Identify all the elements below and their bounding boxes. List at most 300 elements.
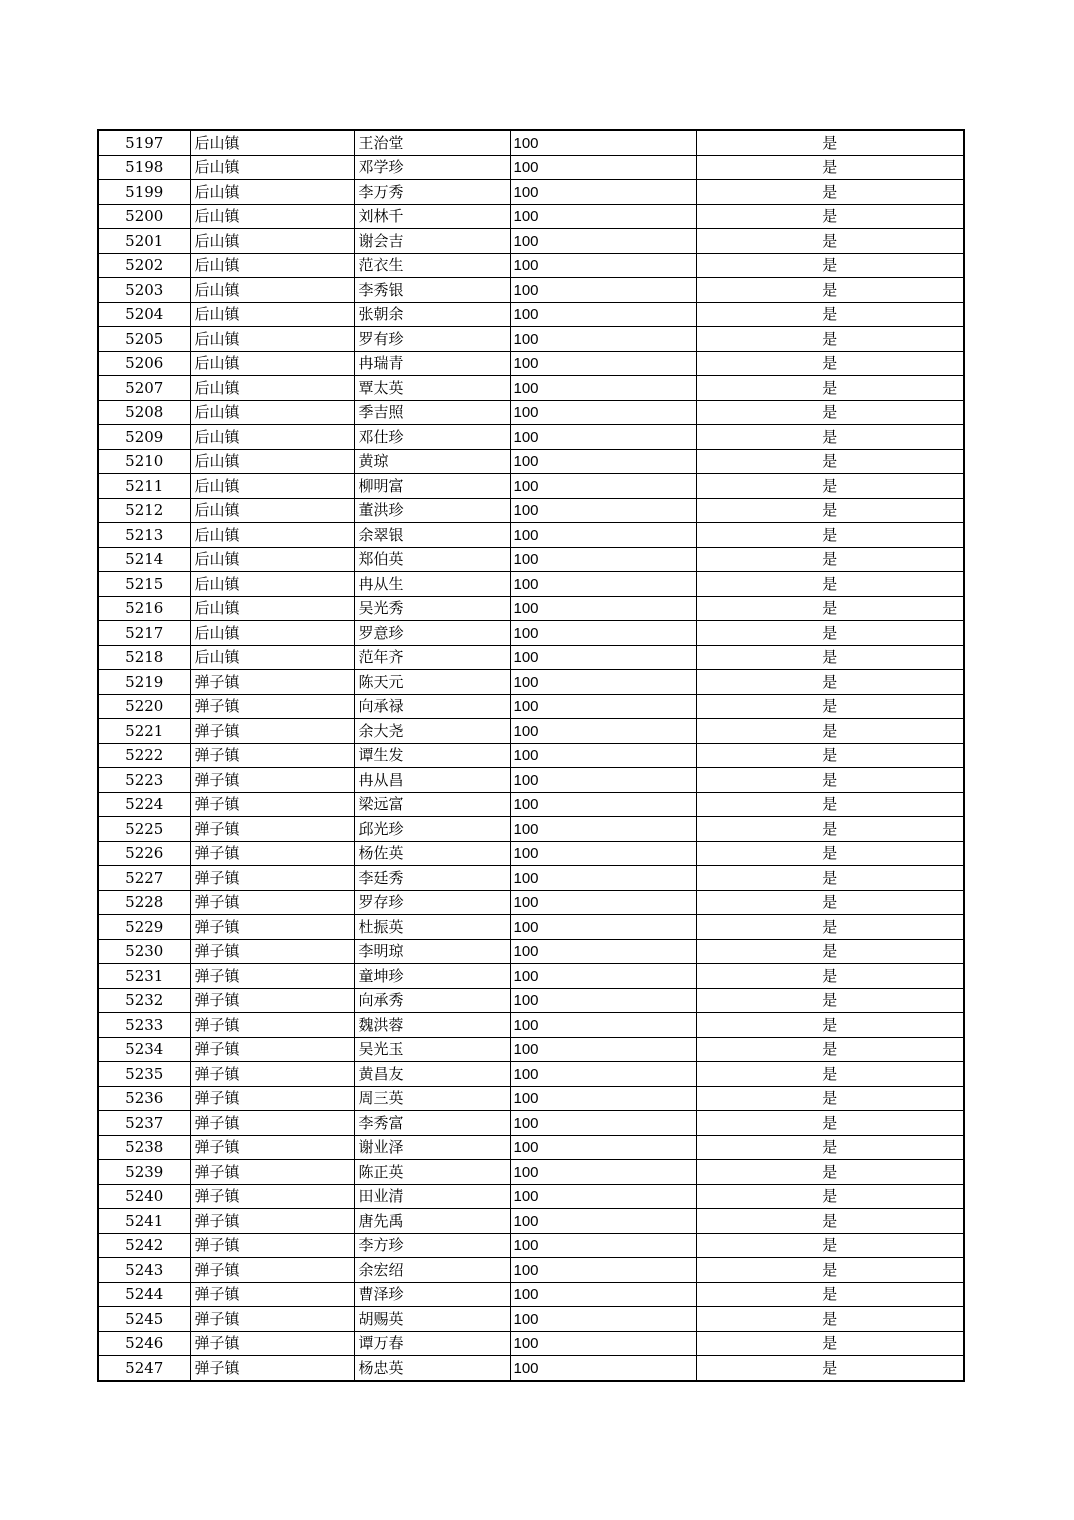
- row-number-cell: 5226: [98, 841, 190, 866]
- flag-cell: 是: [696, 670, 964, 695]
- name-cell: 冉从昌: [354, 768, 510, 793]
- town-cell: 后山镇: [190, 302, 354, 327]
- name-cell: 邱光珍: [354, 817, 510, 842]
- town-cell: 弹子镇: [190, 817, 354, 842]
- table-row: [98, 1135, 964, 1160]
- row-number-cell: 5224: [98, 792, 190, 817]
- name-cell: 曹泽珍: [354, 1282, 510, 1307]
- amount-cell: 100: [510, 204, 696, 229]
- name-cell: 陈天元: [354, 670, 510, 695]
- amount-cell: 100: [510, 498, 696, 523]
- amount-cell: 100: [510, 939, 696, 964]
- name-cell: 梁远富: [354, 792, 510, 817]
- flag-cell: 是: [696, 400, 964, 425]
- amount-cell: 100: [510, 1135, 696, 1160]
- town-cell: 弹子镇: [190, 939, 354, 964]
- name-cell: 唐先禹: [354, 1209, 510, 1234]
- town-cell: 弹子镇: [190, 1356, 354, 1381]
- table-row: [98, 915, 964, 940]
- table-row: [98, 1331, 964, 1356]
- table-row: [98, 425, 964, 450]
- flag-cell: 是: [696, 1160, 964, 1185]
- amount-cell: 100: [510, 1184, 696, 1209]
- name-cell: 冉瑞青: [354, 351, 510, 376]
- name-cell: 邓仕珍: [354, 425, 510, 450]
- amount-cell: 100: [510, 1331, 696, 1356]
- table-body: [98, 130, 964, 1381]
- table-row: [98, 596, 964, 621]
- name-cell: 李秀富: [354, 1111, 510, 1136]
- table-row: [98, 1258, 964, 1283]
- amount-cell: 100: [510, 1160, 696, 1185]
- row-number-cell: 5246: [98, 1331, 190, 1356]
- table-row: [98, 1013, 964, 1038]
- amount-cell: 100: [510, 670, 696, 695]
- town-cell: 后山镇: [190, 425, 354, 450]
- name-cell: 童坤珍: [354, 964, 510, 989]
- row-number-cell: 5241: [98, 1209, 190, 1234]
- amount-cell: 100: [510, 964, 696, 989]
- table-row: [98, 547, 964, 572]
- row-number-cell: 5208: [98, 400, 190, 425]
- name-cell: 董洪珍: [354, 498, 510, 523]
- flag-cell: 是: [696, 817, 964, 842]
- amount-cell: 100: [510, 253, 696, 278]
- name-cell: 陈正英: [354, 1160, 510, 1185]
- table-row: [98, 1307, 964, 1332]
- flag-cell: 是: [696, 474, 964, 499]
- name-cell: 谭万春: [354, 1331, 510, 1356]
- amount-cell: 100: [510, 694, 696, 719]
- town-cell: 弹子镇: [190, 841, 354, 866]
- amount-cell: 100: [510, 425, 696, 450]
- row-number-cell: 5235: [98, 1062, 190, 1087]
- row-number-cell: 5202: [98, 253, 190, 278]
- name-cell: 邓学珍: [354, 155, 510, 180]
- flag-cell: 是: [696, 229, 964, 254]
- flag-cell: 是: [696, 572, 964, 597]
- table-row: [98, 474, 964, 499]
- row-number-cell: 5221: [98, 719, 190, 744]
- table-row: [98, 449, 964, 474]
- table-row: [98, 841, 964, 866]
- town-cell: 弹子镇: [190, 866, 354, 891]
- table-row: [98, 572, 964, 597]
- name-cell: 范衣生: [354, 253, 510, 278]
- name-cell: 罗意珍: [354, 621, 510, 646]
- row-number-cell: 5217: [98, 621, 190, 646]
- name-cell: 余翠银: [354, 523, 510, 548]
- town-cell: 弹子镇: [190, 694, 354, 719]
- town-cell: 弹子镇: [190, 1013, 354, 1038]
- table-row: [98, 694, 964, 719]
- table-row: [98, 327, 964, 352]
- row-number-cell: 5198: [98, 155, 190, 180]
- amount-cell: 100: [510, 180, 696, 205]
- flag-cell: 是: [696, 915, 964, 940]
- amount-cell: 100: [510, 1209, 696, 1234]
- town-cell: 弹子镇: [190, 1184, 354, 1209]
- table-row: [98, 498, 964, 523]
- amount-cell: 100: [510, 841, 696, 866]
- town-cell: 后山镇: [190, 523, 354, 548]
- name-cell: 冉从生: [354, 572, 510, 597]
- amount-cell: 100: [510, 327, 696, 352]
- town-cell: 后山镇: [190, 351, 354, 376]
- town-cell: 弹子镇: [190, 768, 354, 793]
- row-number-cell: 5245: [98, 1307, 190, 1332]
- row-number-cell: 5247: [98, 1356, 190, 1381]
- flag-cell: 是: [696, 1209, 964, 1234]
- town-cell: 后山镇: [190, 278, 354, 303]
- table-row: [98, 376, 964, 401]
- amount-cell: 100: [510, 1111, 696, 1136]
- amount-cell: 100: [510, 596, 696, 621]
- name-cell: 魏洪蓉: [354, 1013, 510, 1038]
- amount-cell: 100: [510, 130, 696, 155]
- table-row: [98, 817, 964, 842]
- table-row: [98, 1233, 964, 1258]
- row-number-cell: 5207: [98, 376, 190, 401]
- amount-cell: 100: [510, 1356, 696, 1381]
- table-row: [98, 253, 964, 278]
- amount-cell: 100: [510, 523, 696, 548]
- flag-cell: 是: [696, 1111, 964, 1136]
- row-number-cell: 5219: [98, 670, 190, 695]
- town-cell: 弹子镇: [190, 964, 354, 989]
- row-number-cell: 5197: [98, 130, 190, 155]
- table-row: [98, 302, 964, 327]
- flag-cell: 是: [696, 376, 964, 401]
- flag-cell: 是: [696, 204, 964, 229]
- name-cell: 周三英: [354, 1086, 510, 1111]
- name-cell: 柳明富: [354, 474, 510, 499]
- name-cell: 王治堂: [354, 130, 510, 155]
- name-cell: 李方珍: [354, 1233, 510, 1258]
- amount-cell: 100: [510, 645, 696, 670]
- table-row: [98, 768, 964, 793]
- name-cell: 郑伯英: [354, 547, 510, 572]
- row-number-cell: 5242: [98, 1233, 190, 1258]
- name-cell: 余宏绍: [354, 1258, 510, 1283]
- flag-cell: 是: [696, 327, 964, 352]
- amount-cell: 100: [510, 572, 696, 597]
- flag-cell: 是: [696, 547, 964, 572]
- town-cell: 弹子镇: [190, 792, 354, 817]
- town-cell: 弹子镇: [190, 670, 354, 695]
- flag-cell: 是: [696, 1233, 964, 1258]
- name-cell: 黄琼: [354, 449, 510, 474]
- town-cell: 后山镇: [190, 449, 354, 474]
- amount-cell: 100: [510, 547, 696, 572]
- row-number-cell: 5211: [98, 474, 190, 499]
- row-number-cell: 5212: [98, 498, 190, 523]
- amount-cell: 100: [510, 743, 696, 768]
- flag-cell: 是: [696, 302, 964, 327]
- flag-cell: 是: [696, 1086, 964, 1111]
- town-cell: 弹子镇: [190, 890, 354, 915]
- flag-cell: 是: [696, 866, 964, 891]
- row-number-cell: 5228: [98, 890, 190, 915]
- row-number-cell: 5222: [98, 743, 190, 768]
- table-row: [98, 351, 964, 376]
- amount-cell: 100: [510, 278, 696, 303]
- name-cell: 黄昌友: [354, 1062, 510, 1087]
- table-row: [98, 621, 964, 646]
- name-cell: 罗存珍: [354, 890, 510, 915]
- table-row: [98, 180, 964, 205]
- row-number-cell: 5201: [98, 229, 190, 254]
- flag-cell: 是: [696, 792, 964, 817]
- row-number-cell: 5216: [98, 596, 190, 621]
- table-row: [98, 400, 964, 425]
- data-table: [97, 129, 965, 1382]
- name-cell: 李秀银: [354, 278, 510, 303]
- name-cell: 胡赐英: [354, 1307, 510, 1332]
- town-cell: 弹子镇: [190, 1307, 354, 1332]
- row-number-cell: 5209: [98, 425, 190, 450]
- town-cell: 弹子镇: [190, 915, 354, 940]
- row-number-cell: 5229: [98, 915, 190, 940]
- amount-cell: 100: [510, 1037, 696, 1062]
- amount-cell: 100: [510, 449, 696, 474]
- name-cell: 张朝余: [354, 302, 510, 327]
- flag-cell: 是: [696, 645, 964, 670]
- table-row: [98, 670, 964, 695]
- flag-cell: 是: [696, 1135, 964, 1160]
- table-row: [98, 523, 964, 548]
- flag-cell: 是: [696, 768, 964, 793]
- flag-cell: 是: [696, 719, 964, 744]
- amount-cell: 100: [510, 376, 696, 401]
- name-cell: 罗有珍: [354, 327, 510, 352]
- amount-cell: 100: [510, 768, 696, 793]
- town-cell: 后山镇: [190, 621, 354, 646]
- town-cell: 弹子镇: [190, 719, 354, 744]
- town-cell: 弹子镇: [190, 1258, 354, 1283]
- town-cell: 弹子镇: [190, 743, 354, 768]
- row-number-cell: 5223: [98, 768, 190, 793]
- row-number-cell: 5214: [98, 547, 190, 572]
- table-row: [98, 1086, 964, 1111]
- row-number-cell: 5239: [98, 1160, 190, 1185]
- name-cell: 季吉照: [354, 400, 510, 425]
- town-cell: 弹子镇: [190, 1111, 354, 1136]
- table-row: [98, 719, 964, 744]
- table-row: [98, 1282, 964, 1307]
- town-cell: 弹子镇: [190, 1062, 354, 1087]
- table-row: [98, 939, 964, 964]
- amount-cell: 100: [510, 866, 696, 891]
- name-cell: 吴光秀: [354, 596, 510, 621]
- flag-cell: 是: [696, 841, 964, 866]
- name-cell: 余大尧: [354, 719, 510, 744]
- amount-cell: 100: [510, 1013, 696, 1038]
- flag-cell: 是: [696, 498, 964, 523]
- amount-cell: 100: [510, 1062, 696, 1087]
- name-cell: 杨忠英: [354, 1356, 510, 1381]
- table-row: [98, 278, 964, 303]
- table-row: [98, 645, 964, 670]
- flag-cell: 是: [696, 964, 964, 989]
- flag-cell: 是: [696, 988, 964, 1013]
- table-row: [98, 964, 964, 989]
- table-row: [98, 792, 964, 817]
- name-cell: 范年齐: [354, 645, 510, 670]
- town-cell: 后山镇: [190, 130, 354, 155]
- table-row: [98, 890, 964, 915]
- name-cell: 杜振英: [354, 915, 510, 940]
- flag-cell: 是: [696, 1331, 964, 1356]
- flag-cell: 是: [696, 253, 964, 278]
- row-number-cell: 5218: [98, 645, 190, 670]
- name-cell: 谢业泽: [354, 1135, 510, 1160]
- town-cell: 后山镇: [190, 572, 354, 597]
- amount-cell: 100: [510, 621, 696, 646]
- table-row: [98, 1062, 964, 1087]
- row-number-cell: 5206: [98, 351, 190, 376]
- town-cell: 后山镇: [190, 327, 354, 352]
- flag-cell: 是: [696, 351, 964, 376]
- row-number-cell: 5240: [98, 1184, 190, 1209]
- town-cell: 后山镇: [190, 645, 354, 670]
- row-number-cell: 5237: [98, 1111, 190, 1136]
- row-number-cell: 5199: [98, 180, 190, 205]
- table-row: [98, 1356, 964, 1381]
- row-number-cell: 5244: [98, 1282, 190, 1307]
- table-row: [98, 229, 964, 254]
- town-cell: 弹子镇: [190, 1209, 354, 1234]
- flag-cell: 是: [696, 130, 964, 155]
- name-cell: 李万秀: [354, 180, 510, 205]
- flag-cell: 是: [696, 523, 964, 548]
- amount-cell: 100: [510, 1233, 696, 1258]
- town-cell: 后山镇: [190, 229, 354, 254]
- name-cell: 吴光玉: [354, 1037, 510, 1062]
- amount-cell: 100: [510, 1282, 696, 1307]
- table-row: [98, 743, 964, 768]
- town-cell: 后山镇: [190, 498, 354, 523]
- amount-cell: 100: [510, 988, 696, 1013]
- table-row: [98, 988, 964, 1013]
- row-number-cell: 5234: [98, 1037, 190, 1062]
- name-cell: 杨佐英: [354, 841, 510, 866]
- row-number-cell: 5236: [98, 1086, 190, 1111]
- town-cell: 后山镇: [190, 547, 354, 572]
- row-number-cell: 5231: [98, 964, 190, 989]
- flag-cell: 是: [696, 1258, 964, 1283]
- name-cell: 向承禄: [354, 694, 510, 719]
- flag-cell: 是: [696, 1013, 964, 1038]
- name-cell: 覃太英: [354, 376, 510, 401]
- flag-cell: 是: [696, 278, 964, 303]
- name-cell: 谭生发: [354, 743, 510, 768]
- row-number-cell: 5238: [98, 1135, 190, 1160]
- flag-cell: 是: [696, 449, 964, 474]
- town-cell: 弹子镇: [190, 1086, 354, 1111]
- town-cell: 弹子镇: [190, 988, 354, 1013]
- town-cell: 弹子镇: [190, 1233, 354, 1258]
- town-cell: 后山镇: [190, 474, 354, 499]
- flag-cell: 是: [696, 939, 964, 964]
- name-cell: 刘林千: [354, 204, 510, 229]
- table-row: [98, 130, 964, 155]
- amount-cell: 100: [510, 1258, 696, 1283]
- amount-cell: 100: [510, 400, 696, 425]
- town-cell: 弹子镇: [190, 1282, 354, 1307]
- table-row: [98, 1209, 964, 1234]
- amount-cell: 100: [510, 817, 696, 842]
- row-number-cell: 5225: [98, 817, 190, 842]
- row-number-cell: 5215: [98, 572, 190, 597]
- amount-cell: 100: [510, 155, 696, 180]
- flag-cell: 是: [696, 425, 964, 450]
- name-cell: 谢会吉: [354, 229, 510, 254]
- name-cell: 向承秀: [354, 988, 510, 1013]
- row-number-cell: 5227: [98, 866, 190, 891]
- table-row: [98, 1037, 964, 1062]
- amount-cell: 100: [510, 915, 696, 940]
- row-number-cell: 5203: [98, 278, 190, 303]
- amount-cell: 100: [510, 719, 696, 744]
- row-number-cell: 5220: [98, 694, 190, 719]
- row-number-cell: 5232: [98, 988, 190, 1013]
- amount-cell: 100: [510, 1307, 696, 1332]
- flag-cell: 是: [696, 596, 964, 621]
- row-number-cell: 5243: [98, 1258, 190, 1283]
- town-cell: 后山镇: [190, 376, 354, 401]
- flag-cell: 是: [696, 1282, 964, 1307]
- row-number-cell: 5204: [98, 302, 190, 327]
- town-cell: 弹子镇: [190, 1135, 354, 1160]
- amount-cell: 100: [510, 890, 696, 915]
- town-cell: 后山镇: [190, 180, 354, 205]
- town-cell: 后山镇: [190, 155, 354, 180]
- name-cell: 李廷秀: [354, 866, 510, 891]
- flag-cell: 是: [696, 1062, 964, 1087]
- table-row: [98, 1160, 964, 1185]
- town-cell: 后山镇: [190, 204, 354, 229]
- table-row: [98, 1111, 964, 1136]
- row-number-cell: 5200: [98, 204, 190, 229]
- amount-cell: 100: [510, 302, 696, 327]
- name-cell: 田业清: [354, 1184, 510, 1209]
- flag-cell: 是: [696, 1184, 964, 1209]
- flag-cell: 是: [696, 1307, 964, 1332]
- town-cell: 弹子镇: [190, 1331, 354, 1356]
- table-row: [98, 1184, 964, 1209]
- flag-cell: 是: [696, 1037, 964, 1062]
- table-row: [98, 866, 964, 891]
- amount-cell: 100: [510, 792, 696, 817]
- town-cell: 弹子镇: [190, 1160, 354, 1185]
- amount-cell: 100: [510, 1086, 696, 1111]
- flag-cell: 是: [696, 180, 964, 205]
- flag-cell: 是: [696, 694, 964, 719]
- flag-cell: 是: [696, 1356, 964, 1381]
- town-cell: 后山镇: [190, 253, 354, 278]
- flag-cell: 是: [696, 743, 964, 768]
- name-cell: 李明琼: [354, 939, 510, 964]
- town-cell: 后山镇: [190, 400, 354, 425]
- flag-cell: 是: [696, 621, 964, 646]
- amount-cell: 100: [510, 474, 696, 499]
- row-number-cell: 5205: [98, 327, 190, 352]
- row-number-cell: 5210: [98, 449, 190, 474]
- town-cell: 弹子镇: [190, 1037, 354, 1062]
- table-row: [98, 155, 964, 180]
- town-cell: 后山镇: [190, 596, 354, 621]
